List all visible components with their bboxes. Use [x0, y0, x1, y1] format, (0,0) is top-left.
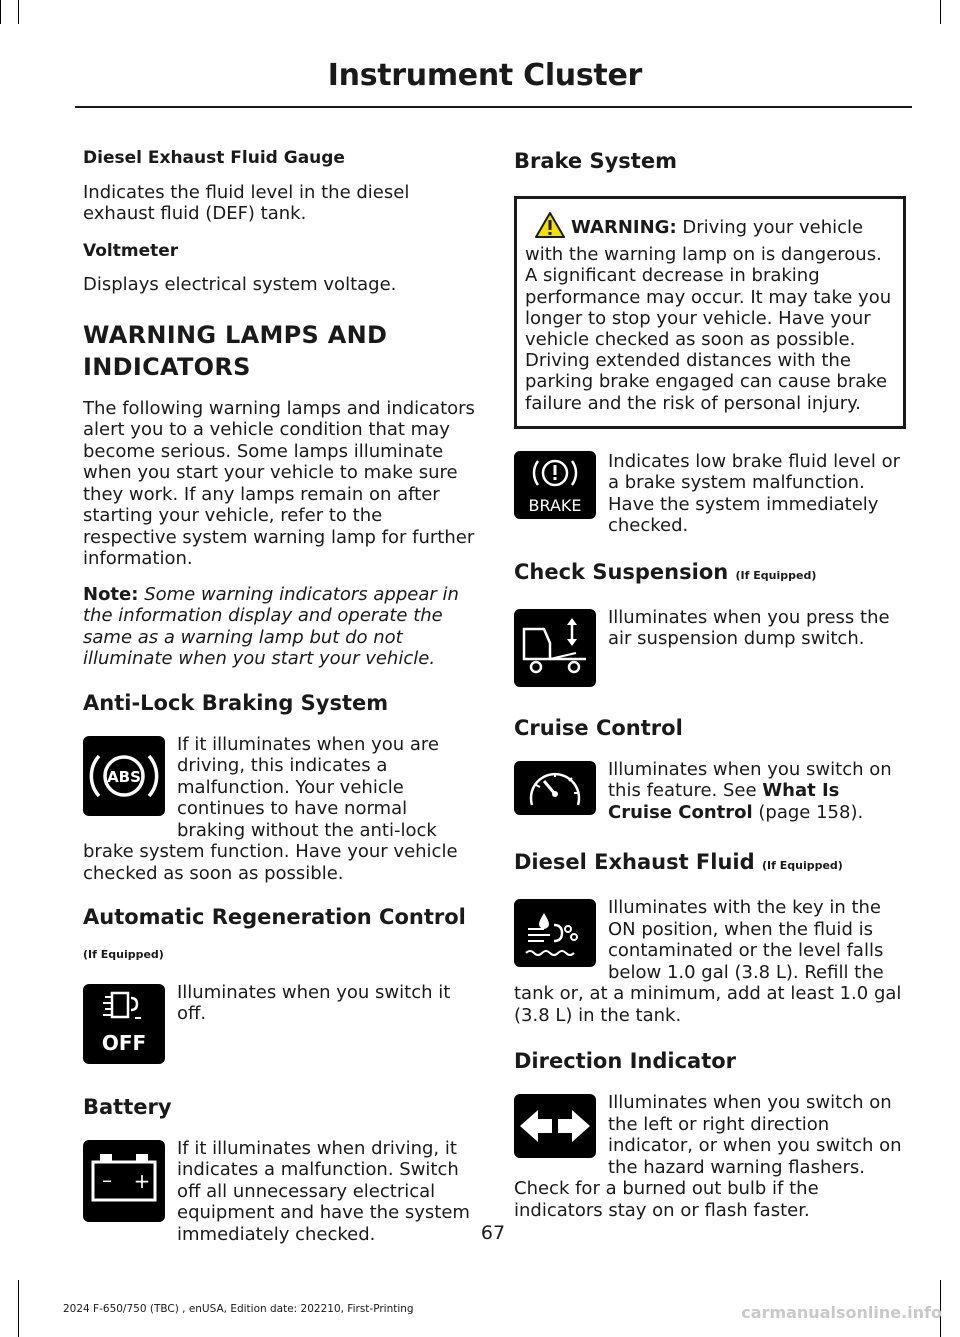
left-column	[83, 148, 475, 1259]
air-suspension-icon	[514, 609, 596, 687]
direction-arrows-icon	[514, 1094, 596, 1158]
section-title-line2: INDICATORS	[83, 352, 251, 381]
regen-heading: Automatic Regeneration Control	[83, 905, 466, 929]
right-column	[514, 148, 906, 1235]
abs-block	[83, 734, 475, 885]
voltmeter-heading: Voltmeter	[83, 240, 179, 261]
section-title-line1: WARNING LAMPS AND	[83, 320, 388, 349]
abs-body: If it illuminates when you are driving, this indicates a malfunction. Your vehicle continues to have normal braking without the anti-lock brake system function. Have your vehicle checked as soon as possible.	[83, 733, 458, 884]
regen-body: Illuminates when you switch it off.	[177, 981, 451, 1024]
suspension-heading-text: Check Suspension	[514, 559, 729, 584]
brake-icon	[514, 451, 596, 519]
crop-mark	[18, 0, 19, 24]
warning-icon	[535, 211, 565, 244]
suspension-body: Illuminates when you press the air suspension dump switch.	[608, 606, 890, 650]
def-heading	[514, 849, 906, 879]
regen-off-icon	[83, 984, 165, 1064]
abs-heading: Anti-Lock Braking System	[83, 690, 389, 715]
def-gauge-body: Indicates the fluid level in the diesel exhaust fluid (DEF) tank.	[83, 181, 410, 224]
brake-block	[514, 451, 906, 537]
warning-text: Driving your vehicle with the warning lamp on is dangerous. A significant decrease in braking performance may occur. It may take you longer to stop your vehicle. Have your vehicle checked as soon as possible. Driving extended distances with the parking brake engaged can cause brake failure and the risk of personal injury.	[525, 217, 892, 414]
regen-block	[83, 982, 475, 1070]
battery-plus: +	[133, 1168, 151, 1193]
intro-paragraph: The following warning lamps and indicators alert you to a vehicle condition that may become serious. Some lamps illuminate when you start your vehicle to make sure they work. If any lamps remain on after starting your vehicle, refer to the respective system warning lamp for further information.	[83, 397, 475, 569]
battery-heading: Battery	[83, 1094, 172, 1119]
warning-box	[514, 196, 906, 429]
brake-heading: Brake System	[514, 149, 677, 173]
crop-mark	[18, 1280, 19, 1337]
suspension-block	[514, 607, 906, 693]
direction-body: Illuminates when you switch on the left or right direction indicator, or when you switch on the hazard warning flashers. Check for a burned out bulb if the indicators stay on or flash faster.	[514, 1092, 902, 1221]
direction-block	[514, 1092, 906, 1221]
note-paragraph	[83, 584, 475, 670]
battery-minus: –	[102, 1167, 112, 1192]
def-body: Illuminates with the key in the ON position, when the fluid is contaminated or the level falls below 1.0 gal (3.8 L). Refill the tank or, at a minimum, add at least 1.0 gal (3.8 L) in the tank.	[514, 897, 902, 1026]
crop-mark	[940, 0, 941, 24]
cruise-body-text: Illuminates when you switch on this feature. See	[608, 758, 892, 802]
def-gauge-heading: Diesel Exhaust Fluid Gauge	[83, 148, 345, 168]
abs-icon-text: ABS	[107, 767, 141, 786]
regen-tag: (If Equipped)	[83, 948, 164, 961]
battery-icon	[83, 1140, 165, 1222]
cruise-link[interactable]: What Is Cruise Control	[608, 780, 840, 823]
brake-body: Indicates low brake fluid level or a brake system malfunction. Have the system immediately checked.	[608, 450, 901, 537]
battery-body: If it illuminates when driving, it indicates a malfunction. Switch off all unnecessary electrical equipment and have the system immediately checked.	[177, 1137, 470, 1245]
page-number: 67	[480, 1222, 506, 1244]
warning-label: WARNING:	[571, 217, 677, 238]
watermark: carmanualsonline.info	[741, 1303, 942, 1322]
abs-icon	[83, 736, 165, 816]
warning-paragraph	[525, 211, 895, 414]
footer-edition: 2024 F-650/750 (TBC) , enUSA, Edition date: 202210, First-Printing	[63, 1303, 414, 1315]
brake-icon-text: BRAKE	[528, 495, 582, 515]
suspension-tag: (If Equipped)	[735, 568, 817, 582]
voltmeter-body: Displays electrical system voltage.	[83, 274, 397, 295]
def-tag: (If Equipped)	[761, 859, 843, 873]
suspension-heading	[514, 559, 906, 589]
def-heading-text: Diesel Exhaust Fluid	[514, 850, 755, 875]
crop-mark	[0, 0, 1, 24]
def-icon	[514, 899, 596, 967]
def-block	[514, 897, 906, 1026]
note-label: Note:	[83, 583, 139, 605]
regen-icon-text: OFF	[101, 1030, 147, 1055]
page-title: Instrument Cluster	[327, 58, 642, 93]
section-title	[83, 320, 475, 382]
cruise-page-ref: (page 158).	[752, 801, 864, 823]
header-rule	[75, 106, 912, 108]
cruise-control-icon	[514, 761, 596, 815]
direction-heading: Direction Indicator	[514, 1049, 737, 1074]
note-text: Some warning indicators appear in the information display and operate the same as a warning lamp but do not illuminate when you start your vehicle.	[83, 583, 459, 669]
cruise-block	[514, 759, 906, 824]
cruise-heading: Cruise Control	[514, 715, 683, 740]
